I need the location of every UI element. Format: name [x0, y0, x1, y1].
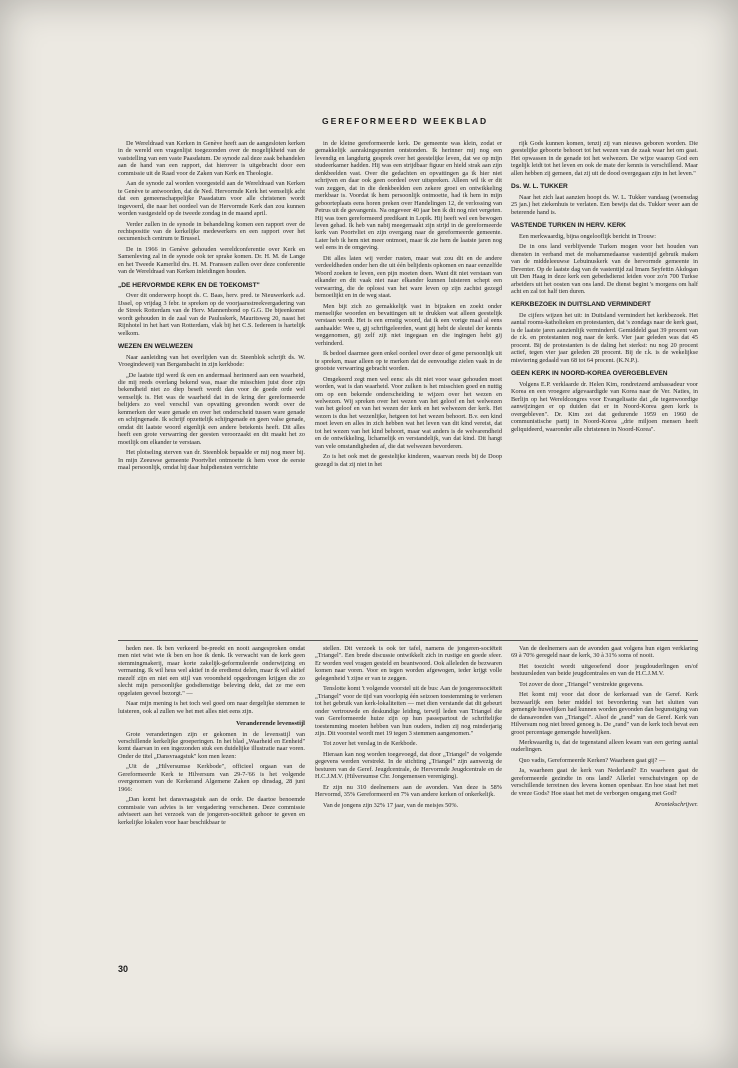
paragraph: Grote veranderingen zijn er gekomen in de levensstijl van verschillende kerkelijke groeperingen. In het blad „Waarheid en Eenheid" komt daarvan in een ingezonden stuk een duidelijke illustratie naar voren. Onder de titel „Dansvraagstuk" kon men lezen:	[118, 730, 305, 760]
paragraph: Hieraan kan nog worden toegevoegd, dat door „Triangel" de volgende gegevens werden verstrekt. In de stichting „Triangel" zijn aanwezig de besturen van de Geref. Jeugdcentrale, de Hervormde Jeugdcentrale en de H.C.J.M.V. (Hilversumse Chr. Jongemensen vereniging).	[315, 750, 502, 781]
paragraph: Verder zullen in de synode in behandeling komen een rapport over de rechtspositie van de kerkelijke medewerkers en een rapport over het oecumenisch centrum te Brussel.	[118, 220, 305, 243]
paragraph: Een merkwaardig, bijna ongelooflijk bericht in Trouw:	[519, 232, 656, 240]
paragraph: Van de jongens zijn 32% 17 jaar, van de meisjes 50%.	[323, 801, 459, 809]
section-heading: „DE HERVORMDE KERK EN DE TOEKOMST"	[118, 281, 260, 289]
section-heading: Ds. W. L. TUKKER	[511, 183, 568, 191]
paragraph: Het toezicht wordt uitgeoefend door jeugdouderlingen en/of bestuursleden van beide jeugdcentrales en van de H.C.J.M.V.	[511, 662, 698, 678]
column-1	[118, 140, 305, 640]
column-3	[511, 140, 698, 640]
paragraph: De cijfers wijzen het uit: in Duitsland vermindert het kerkbezoek. Het aantal rooms-katholieken en protestanten, dat 's zondags naar de kerk gaat, is de laatste jaren aanzienlijk verminderd. Gemiddeld gaat 39 procent van de r.k. en protestanten nog naar de kerk. Vier jaar geleden was dat 45 procent. Bij de protestanten is de daling het sterkst: nu nog 20 procent actief, tegen vier jaar geleden 28 procent. Bij de r.k. is de wekelijkse misviering gedaald van 68 tot 64 procent. (K.N.P.).	[511, 312, 698, 364]
paragraph: rijk Gods kunnen komen, tenzij zij van nieuws geboren worden. Die geestelijke geboorte behoort tot het wezen van de zaak waar het om gaat. Het opwassen in de genade tot het welwezen. De wijze waarop God een tegelijk leidt tot het leven en ook de mate der kennis is verschillend. Maar allen hebben zij gemeen, dat zij uit de dood overgegaan zijn in het leven."	[511, 140, 698, 177]
column-2	[315, 140, 502, 640]
paragraph: Zo is het ook met de geestelijke kinderen, waarvan reeds bij de Doop gezegd is dat zij niet in het	[315, 453, 502, 468]
paragraph: Er zijn nu 310 deelnemers aan de avonden. Van deze is 58% Hervormd, 35% Gereformeerd en 7% van andere kerken of onkerkelijk.	[315, 783, 502, 799]
paragraph: Tot zover de door „Triangel" verstrekte gegevens.	[519, 680, 644, 688]
running-header: GEREFORMEERD WEEKBLAD	[322, 116, 489, 126]
paragraph: „De laatste tijd werd ik een en andermaal herinnerd aan een waarheid, die mij reeds overlang bekend was, maar die misschien juist door zijn bekendheid niet zo diep beseft wordt dan voor de goede orde wel wenselijk is. Het was de waarheid dat in de kring der gereformeerde belijders zo veel verschil van opvatting gevonden wordt over de kenmerken der ware genade en over het onderscheid tussen ware genade en schijngenade. Ik schrijf opzettelijk schijngenade en geen valse genade, omdat dit laatste woord eigenlijk een andere betekenis heeft. Dit alles heeft een grote verwarring der geesten veroorzaakt en dit maakt het zo moeilijk om elkander te verstaan.	[118, 371, 305, 446]
subheading: Veranderende levensstijl	[235, 720, 305, 728]
section-heading: GEEN KERK IN NOORD-KOREA OVERGEBLEVEN	[511, 370, 668, 378]
signature: Kroniekschrijver.	[655, 801, 698, 809]
paragraph: Van de deelnemers aan de avonden gaat volgens hun eigen verklaring 69 à 70% geregeld naar de kerk, 30 à 31% soms of nooit.	[511, 645, 698, 660]
paragraph: De in 1966 in Genève gehouden wereldconferentie over Kerk en Samenleving zal in de synode ook ter sprake komen. Dr. H. M. de Lange en het Tweede Kamerlid drs. H. M. Franssen zullen over deze conferentie van de Wereldraad van Kerken inleidingen houden.	[118, 245, 305, 276]
paragraph: stellen. Dit verzoek is ook ter tafel, namens de jongeren-sociëteit „Triangel". Een brede discussie ontwikkelt zich in rustige en goede sfeer. Er worden veel vragen gesteld en beantwoord. Ook alleleden de bezwaren komen naar voren. Voor en tegen worden afgewogen, ieder krijgt volle gelegenheid 't zijne er van te zeggen.	[315, 645, 502, 682]
paragraph: Ja, waarheen gaat de kerk van Nederland? En waarheen gaat de gereformeerde gezindte in ons land? Allerlei verschuivingen op de verschillende terreinen des levens komen openbaar. En hoe staat het met de vreze Gods? Hoe staat het met de verborgen omgang met God?	[511, 767, 698, 797]
paragraph: „Uit de „Hilversumse Kerkbode", officieel orgaan van de Gereformeerde Kerk te Hilversum van 29-7-'66 is het volgende overgenomen van de Kerkerand Algemene Zaken op dinsdag, 28 juni 1966:	[118, 763, 305, 793]
column-5	[315, 645, 502, 960]
paragraph: Naar aanleiding van het overlijden van dr. Steenblok schrijft ds. W. Vroegindeweij van Bergambacht in zijn kerkbode:	[118, 353, 305, 369]
paragraph: „Dan komt het dansvraagstuk aan de orde. De daartoe benoemde commissie van advies is ter vergadering verschenen. Deze commissie adviseert aan het verzoek van de jongeren-sociëteit gehoor te geven en kerkelijke lokalen voor haar beschikbaar te	[118, 796, 305, 826]
column-4	[118, 645, 305, 960]
paragraph: Volgens E.P. verklaarde dr. Helen Kim, rondreizend ambassadeur voor Korea en een vroegere afgevaardigde van Korea naar de Ver. Naties, in Berlijn op het Wereldcongres voor Evangelisatie dat „de tegenwoordige aanwijzingen er op duiden dat er in Noord-Korea geen kerk is overgebleven". Dr. Kim zei dat gedurende 1959 en 1960 de communistische partij in Noord-Korea „drie miljoen mensen heeft geliquideerd, waaronder alle christenen in Noord-Korea".	[511, 380, 698, 433]
paragraph: Dit alles laten wij verder rusten, maar wat zou dit en de andere verdeeldheden onder hen die uit één belijdenis opkomen en naar eenzelfde Woord zoeken te leven, een pijn moeten doen. Want dit niet verstaan van elkander en dit vaak niet naar elkander kunnen luisteren schept een verwarring, die de oplossi van het ware leven op zijn zachtst gezegd bemoeilijkt en in de weg staat.	[315, 254, 502, 300]
paragraph: Ik bedoel daarmee geen enkel oordeel over deze of gene persoonlijk uit te spreken, maar alleen op te merken dat de eenvoudige zielen vaak in de grootste verwarring gebracht worden.	[315, 350, 502, 373]
section-heading: KERKBEZOEK IN DUITSLAND VERMINDERT	[511, 301, 651, 309]
page-number: 30	[118, 964, 129, 974]
section-heading: WEZEN EN WELWEZEN	[118, 343, 193, 351]
paragraph: in de kleine gereformeerde kerk. De gemeente was klein, zodat er gemakkelijk aanrakingspunten ontstonden. Ik herinner mij nog een levendig en langdurig gesprek over het geestelijke leven, dat we op mijn studeerkamer hadden. Hij was een strijdbaar figuur en hield strak aan zijn denkbeelden vast. Over die gedachten en opvattingen ga ik hier niet schrijven en daar ook geen oordeel over uitspreken. Alleen wil ik er dit van zeggen, dat in die denkbeelden een zekere groei en ontwikkeling merkbaar is. Voordat ik hem persoonlijk ontmoette, had ik hem in mijn geboorteplaats eens horen preken over Handelingen 12, de verlossing van Petrus uit de gevangenis. Na ongeveer 40 jaar ben ik dit nog niet vergeten. Hij was toen gereformeerd predikant in Lopik. Hij heeft wel een bewogen leven gehad. Ik heb van nabij meegemaakt zijn strijd in de gereformeerde kerk van Poortvliet en zijn overgang naar de gereformeerde gemeente. Later heb ik hem niet meer ontmoet, maar ik zie hem de laatste jaren nog wel eens in de omgeving.	[315, 140, 502, 252]
paragraph: Het plotseling sterven van dr. Steenblok bepaalde er mij nog meer bij. In mijn Zeeuwse gemeente Poortvliet ontmoette ik hem voor de eerste maal persoonlijk, omdat hij daar hulpdiensten verrichtte	[118, 449, 305, 471]
paragraph: Over dit onderwerp hoopt ds. C. Baas, herv. pred. te Nieuwerkerk a.d. IJssel, op vrijdag 3 febr. te spreken op de voorjaarsstreekvergadering van de Streek Rotterdam van de Herv. Mannenbond op G.G. De bijeenkomst wordt gehouden in de zaal van de Pauluskerk, Mauritsweg 20, naast het Rijnhotel in het hart van Rotterdam, vlak bij het C.S. Iedereen is hartelijk welkom.	[118, 292, 305, 337]
paragraph: Aan de synode zal worden voorgesteld aan de Wereldraad van Kerken te Genève te antwoorden, dat de Ned. Hervormde Kerk het wenselijk acht dat een gemeenschappelijke Paasdatum voor alle christenen wordt ingevoerd, die naar het oordeel van de Hervormde Kerk dan zou kunnen worden vastgesteld op de tweede zondag in de maand april.	[118, 180, 305, 218]
paragraph: Tot zover het verslag in de Kerkbode.	[323, 740, 418, 748]
paragraph: Naar mijn mening is het toch wel goed om naar dergelijke stemmen te luisteren, ook al zullen we het met alles niet eens zijn.	[118, 700, 305, 715]
paragraph: Omgekeerd zegt men wel eens: als dit niet voor waar gehouden moet worden, wat is dan waarheid. Voor zulken is het misschien goed en nuttig om op een bekende onderscheiding te wijzen over het wezen en welwezen. Wij spreken over het wezen van het geloof en het welwezen van het geloof en van het wezen der kerk en het welwezen der kerk. Het wezen is dus het wezenlijke, hetgeen tot het wezen behoort. B.v. een kind moet leven en alles in zich hebben wat het leven van dit kind vereist, dat tot het wezen van het kind behoort, maar wat anders is de welvarendheid en de ontwikkeling, lichamelijk en verstandelijk, van dat kind. Dit hangt van vele omstandigheden af, die dat welwezen bevorderen.	[315, 375, 502, 450]
paragraph: Merkwaardig is, dat de tegenstand alleen kwam van een gering aantal ouderlingen.	[511, 738, 698, 754]
paragraph: De Wereldraad van Kerken in Genève heeft aan de aangesloten kerken in de wereld een vragenlijst toegezonden over de mogelijkheid van de vaststelling van een vaste Paasdatum. De synode zal deze zaak behandelen aan de hand van een rapport, dat hierover is uitgebracht door een commissie uit de Raad voor de Zaken van Kerk en Theologie.	[118, 140, 305, 177]
paragraph: Het komt mij voor dat door de kerkeraad van de Geref. Kerk bezwaarlijk een beter middel tot bevordering van het sluiten van gemengde huwelijken had kunnen worden gevonden dan begunstiging van de dansavonden van „Triangel". Alsof de „rand" van de Geref. Kerk van Hilversum nog niet breed genoeg is. De „rand" van de kerk toch bevat een groot percentage gemengde huwelijken.	[511, 691, 698, 736]
paragraph: Naar het zich laat aanzien hoopt ds. W. L. Tukker vandaag (woensdag 25 jan.) het ziekenhuis te verlaten. Een bewijs dat ds. Tukker weer aan de beterende hand is.	[511, 193, 698, 216]
paragraph: Tenslotte komt 't volgende voorstel uit de bus: Aan de jongerensociëteit „Triangel" voor de tijd van voorlopig één seizoen toestemming te verlenen tot het gebruik van kerk-lokaliteiten — met dien verstande dat dit gebeurt onder vertrouwde en deskundige leiding, terwijl leden van Triangel die van Gereformeerde huize zijn op hun passepartout de schriftelijke toestemming moeten hebben van hun ouders, indien zij nog minderjarig zijn. Dit voorstel wordt met 19 tegen 3 stemmen aangenomen."	[315, 685, 502, 737]
paragraph: Men bijt zich zo gemakkelijk vast in bijzaken en zoekt onder menselijke woorden en bevattingen uit te drukken wat alleen geestelijk verstaan wordt. Het is een ernstig woord, dat ik een vorige maal al eens aanhaalde: Wee u, gij schriftgeleerden, want gij hebt de sleutel der kennis weggenomen, gij zelf zijt niet ingegaan en die ingingen hebt gij verhinderd.	[315, 302, 502, 347]
paragraph: Quo vadis, Gereformeerde Kerken? Waarheen gaat gij? —	[519, 756, 666, 764]
section-heading: VASTENDE TURKEN IN HERV. KERK	[511, 222, 626, 230]
paragraph: De in ons land verblijvende Turken mogen voor het houden van diensten in verband met de mohammedaanse vastentijd gebruik maken van de middeleeuwse Lebuinuskerk van de hervormde gemeente in Deventer. Op de laatste dag van de vastentijd zal Imam Seyfettin Akdogan uit Den Haag in deze kerk een gebedsdienst leiden voor zo'n 700 Turkse arbeiders uit het oosten van ons land. De dienst begint 's morgens om half acht en zal tot half tien duren.	[511, 243, 698, 295]
paragraph: heden nee. Ik ben verkeerd be-preekt en nooit aangesproken omdat men niet wist wie ik ben en hoe ik denk. Ik verwacht van de kerk geen stemmingmakerij, maar korte zakelijk-geformuleerde onderwijzing en vermaning. Ik wil heus wel aktief in de eredienst delen, maar ik wil aktief mezelf zijn en niet een stijl van vroomheid opgedrongen krijgen die zo slecht mijn persoonlijke godsdienstige beleving dekt, dat ze me een opgelaten gevoel bezorgt." —	[118, 645, 305, 697]
section-divider	[118, 640, 698, 641]
column-6	[511, 645, 698, 960]
